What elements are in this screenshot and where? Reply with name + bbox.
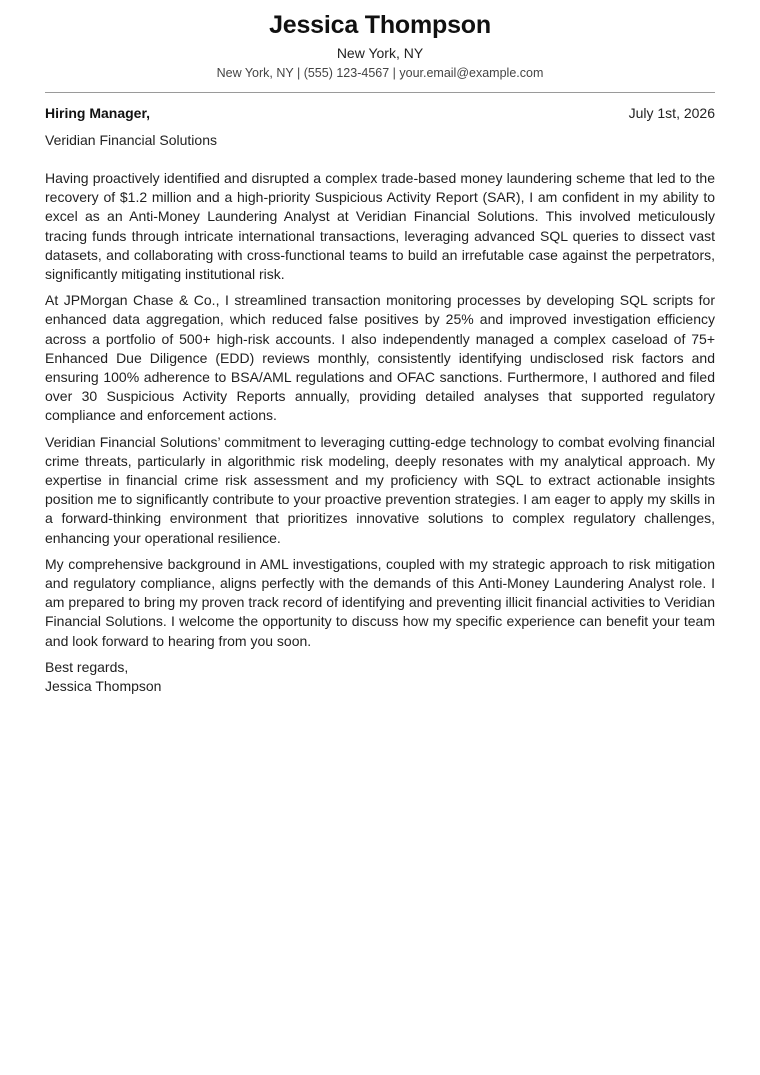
closing-phrase: Best regards, xyxy=(45,658,129,675)
body-paragraph: My comprehensive background in AML investigations, coupled with my strategic approach to risk mitigation and regulatory compliance, aligns perfectly with the demands of this Anti-Money Laundering Analyst role. I am prepared to bring my proven track record of identifying and preventing illicit financial activities to Veridian Financial Solutions. I welcome the opportunity to discuss how my specific experience can benefit your team and look forward to hearing from you soon. xyxy=(45,555,715,649)
applicant-city: New York, NY xyxy=(336,45,424,61)
body-paragraph: Having proactively identified and disrupted a complex trade-based money laundering scheme that led to the recovery of $1.2 million and a high-priority Suspicious Activity Report (SAR), I am confident in my ability to excel as an Anti-Money Laundering Analyst at Veridian Financial Solutions. This involved meticulously tracing funds through intricate international transactions, leveraging advanced SQL queries to dissect vast datasets, and collaborating with cross-functional teams to build an irrefutable case against the perpetrators, significantly mitigating institutional risk. xyxy=(45,170,715,283)
contact-line: New York, NY | (555) 123-4567 | your.email@example.com xyxy=(216,66,544,80)
body-paragraph: Veridian Financial Solutions’ commitment to leveraging cutting-edge technology to combat evolving financial crime threats, particularly in algorithmic risk modeling, deeply resonates with my analytical approach. My expertise in financial crime risk assessment and my proficiency with SQL to extract actionable insights position me to significantly contribute to your proactive prevention strategies. I am eager to apply my skills in a forward-thinking environment that prioritizes innovative solutions to complex regulatory challenges, enhancing your operational resilience. xyxy=(45,433,715,546)
header-divider xyxy=(45,92,715,93)
letter-header xyxy=(45,8,715,82)
applicant-name: Jessica Thompson xyxy=(269,11,491,39)
signature-name: Jessica Thompson xyxy=(45,678,162,695)
recipient-salutation: Hiring Manager, xyxy=(45,105,151,121)
recipient-date-row xyxy=(45,103,715,123)
letter-date: July 1st, 2026 xyxy=(628,105,715,121)
body-paragraph: At JPMorgan Chase & Co., I streamlined transaction monitoring processes by developing SQL scripts for enhanced data aggregation, which reduced false positives by 25% and improved investigation efficiency across a portfolio of 500+ high-risk accounts. I also independently managed a complex caseload of 75+ Enhanced Due Diligence (EDD) reviews monthly, consistently identifying undisclosed risk factors and ensuring 100% adherence to BSA/AML regulations and OFAC sanctions. Furthermore, I authored and filed over 30 Suspicious Activity Reports annually, providing detailed analyses that supported regulatory compliance and enforcement actions. xyxy=(45,292,715,424)
letter-closing xyxy=(45,658,715,697)
recipient-company: Veridian Financial Solutions xyxy=(45,132,217,148)
letter-body xyxy=(45,169,715,651)
